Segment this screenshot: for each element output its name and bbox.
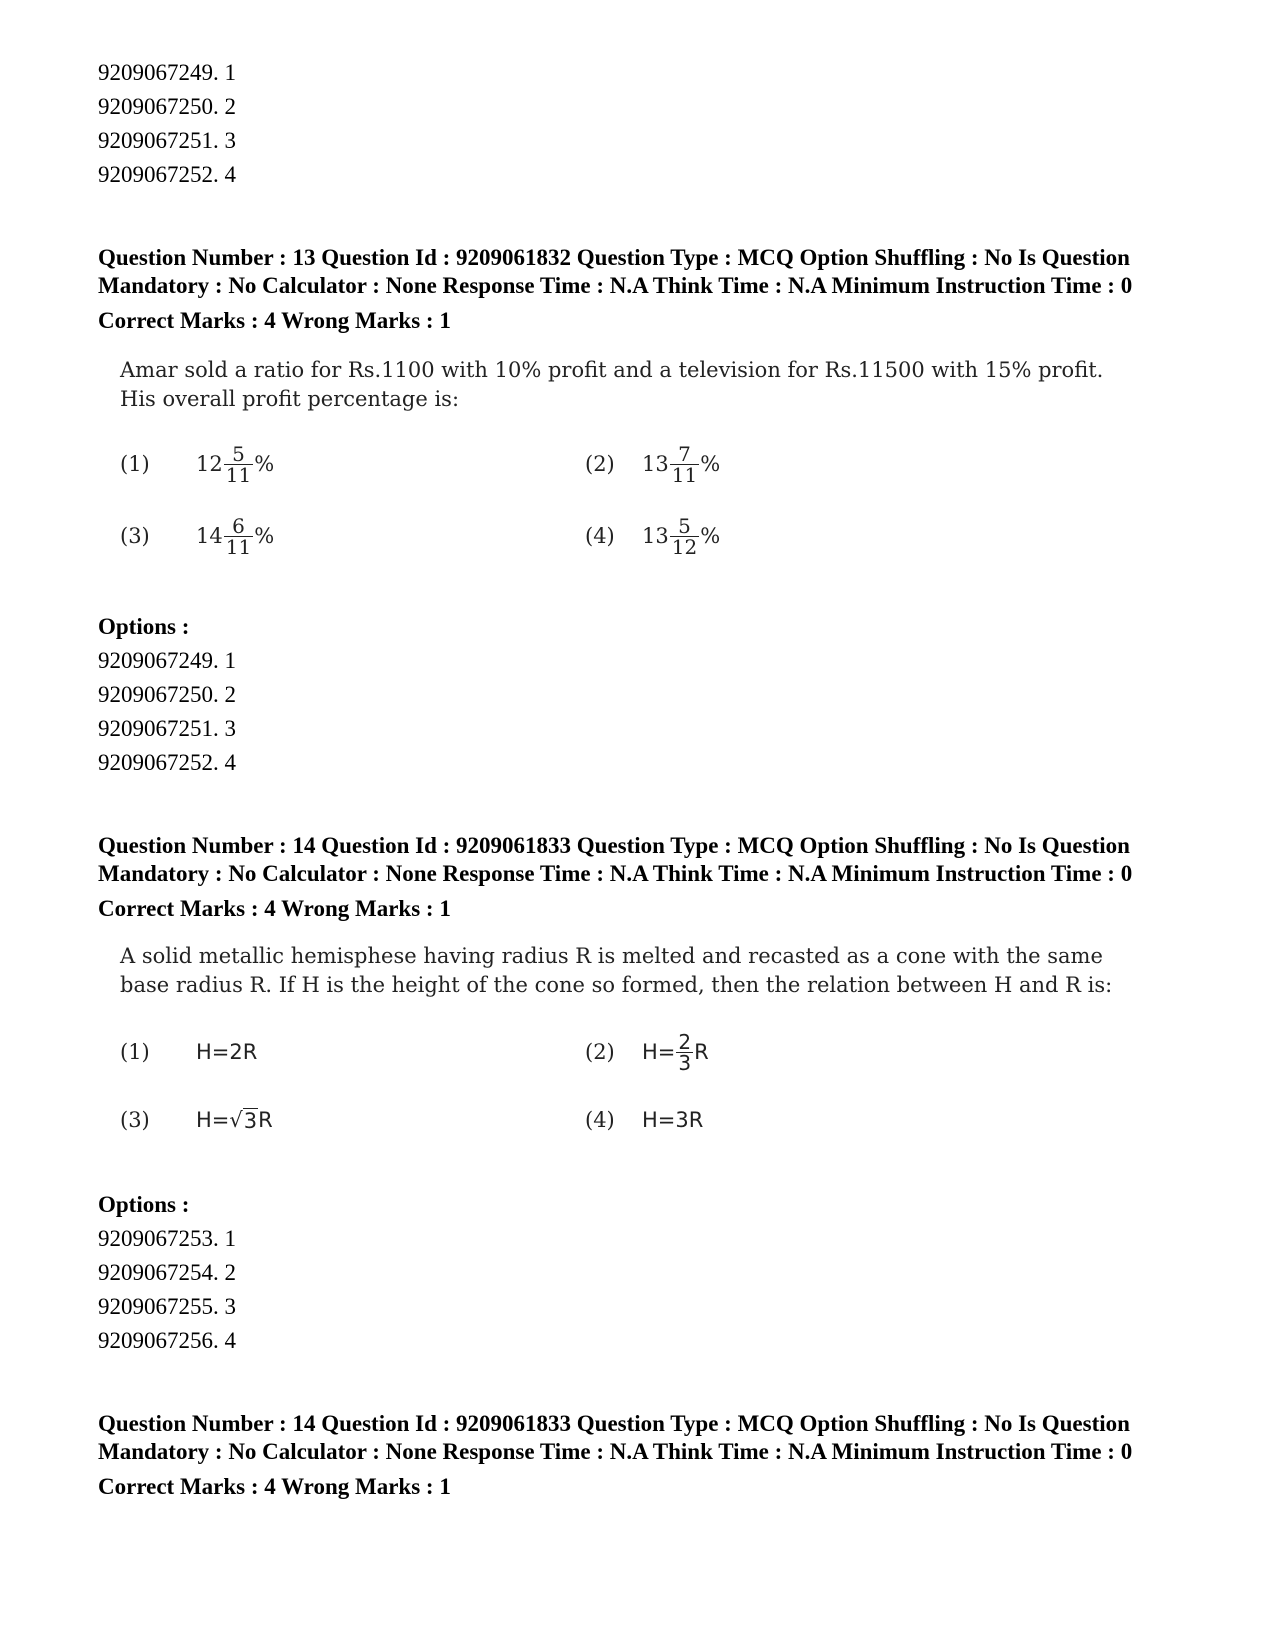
question-14 — [98, 832, 1178, 1358]
choice-number: (1) — [120, 452, 150, 476]
mixed-fraction — [196, 441, 275, 487]
option-line: 9209067255. 3 — [98, 1294, 236, 1319]
choice-1 — [120, 1022, 257, 1082]
option-line: 9209067253. 1 — [98, 1226, 236, 1251]
options-section — [98, 1188, 1178, 1358]
whole-part: 12 — [196, 452, 223, 476]
question-marks: Correct Marks : 4 Wrong Marks : 1 — [98, 1474, 451, 1499]
choice-expression — [196, 1108, 273, 1133]
percent-sign: % — [254, 524, 275, 548]
option-line: 9209067256. 4 — [98, 1328, 236, 1353]
percent-sign: % — [254, 452, 275, 476]
numerator: 5 — [232, 441, 245, 466]
choice-number: (2) — [585, 452, 615, 476]
options-section — [98, 610, 1178, 780]
square-root — [229, 1108, 258, 1133]
choice-2 — [585, 434, 720, 494]
options-title: Options : — [98, 614, 190, 639]
choice-number: (3) — [120, 1108, 150, 1132]
percent-sign: % — [700, 452, 721, 476]
question-marks: Correct Marks : 4 Wrong Marks : 1 — [98, 896, 451, 921]
question-body — [120, 356, 1178, 590]
expr-prefix: H= — [196, 1108, 230, 1132]
choice-number: (3) — [120, 524, 150, 548]
fraction — [676, 1029, 693, 1075]
choice-number: (4) — [585, 1108, 615, 1132]
choice-number: (4) — [585, 524, 615, 548]
top-options-list — [98, 56, 1178, 192]
fraction — [670, 513, 699, 559]
expr-suffix: R — [694, 1040, 709, 1064]
radicand: 3 — [243, 1108, 258, 1133]
option-line: 9209067252. 4 — [98, 162, 236, 187]
question-body — [120, 942, 1178, 1168]
choices-grid — [120, 1018, 1178, 1168]
denominator: 11 — [225, 462, 252, 487]
mixed-fraction — [642, 441, 721, 487]
denominator: 12 — [671, 534, 698, 559]
choice-expression: H=2R — [196, 1040, 258, 1064]
choice-3 — [120, 506, 274, 566]
option-line: 9209067251. 3 — [98, 716, 236, 741]
choice-1 — [120, 434, 274, 494]
numerator: 6 — [232, 513, 245, 538]
choice-3 — [120, 1090, 273, 1150]
document-page — [98, 56, 1178, 1504]
mixed-fraction — [196, 513, 275, 559]
denominator: 3 — [678, 1050, 692, 1075]
numerator: 5 — [678, 513, 691, 538]
question-text: Amar sold a ratio for Rs.1100 with 10% profit and a television for Rs.11500 with 15% profit. His overall profit percentage is: — [120, 358, 1104, 411]
choice-4 — [585, 1090, 703, 1150]
choices-grid — [120, 430, 1178, 590]
fraction — [224, 513, 253, 559]
question-header: Question Number : 14 Question Id : 9209061833 Question Type : MCQ Option Shuffling : No Is Question Mandatory : No Calculator : None Response Time : N.A Think Time : N.A Minimum Instruction Time : 0 — [98, 1411, 1133, 1464]
denominator: 11 — [225, 534, 252, 559]
choice-2 — [585, 1022, 709, 1082]
radical-sign-icon: √ — [229, 1108, 243, 1132]
numerator: 7 — [678, 441, 691, 466]
whole-part: 14 — [196, 524, 223, 548]
numerator: 2 — [678, 1029, 692, 1054]
question-header: Question Number : 13 Question Id : 9209061832 Question Type : MCQ Option Shuffling : No Is Question Mandatory : No Calculator : None Response Time : N.A Think Time : N.A Minimum Instruction Time : 0 — [98, 245, 1133, 298]
mixed-fraction — [642, 513, 721, 559]
fraction — [224, 441, 253, 487]
option-line: 9209067251. 3 — [98, 128, 236, 153]
choice-4 — [585, 506, 720, 566]
denominator: 11 — [671, 462, 698, 487]
choice-number: (1) — [120, 1040, 150, 1064]
option-line: 9209067250. 2 — [98, 94, 236, 119]
whole-part: 13 — [642, 524, 669, 548]
question-14-repeat — [98, 1410, 1178, 1504]
choice-expression — [642, 1029, 709, 1075]
option-line: 9209067252. 4 — [98, 750, 236, 775]
expr-prefix: H= — [642, 1040, 676, 1064]
percent-sign: % — [700, 524, 721, 548]
whole-part: 13 — [642, 452, 669, 476]
question-header: Question Number : 14 Question Id : 9209061833 Question Type : MCQ Option Shuffling : No Is Question Mandatory : No Calculator : None Response Time : N.A Think Time : N.A Minimum Instruction Time : 0 — [98, 833, 1133, 886]
option-line: 9209067249. 1 — [98, 648, 236, 673]
choice-number: (2) — [585, 1040, 615, 1064]
fraction — [670, 441, 699, 487]
question-text: A solid metallic hemisphese having radius R is melted and recasted as a cone with the same base radius R. If H is the height of the cone so formed, then the relation between H and R is: — [120, 944, 1113, 997]
option-line: 9209067249. 1 — [98, 60, 236, 85]
choice-expression: H=3R — [642, 1108, 704, 1132]
question-marks: Correct Marks : 4 Wrong Marks : 1 — [98, 308, 451, 333]
question-13 — [98, 244, 1178, 780]
options-title: Options : — [98, 1192, 190, 1217]
option-line: 9209067250. 2 — [98, 682, 236, 707]
expr-suffix: R — [258, 1108, 273, 1132]
option-line: 9209067254. 2 — [98, 1260, 236, 1285]
